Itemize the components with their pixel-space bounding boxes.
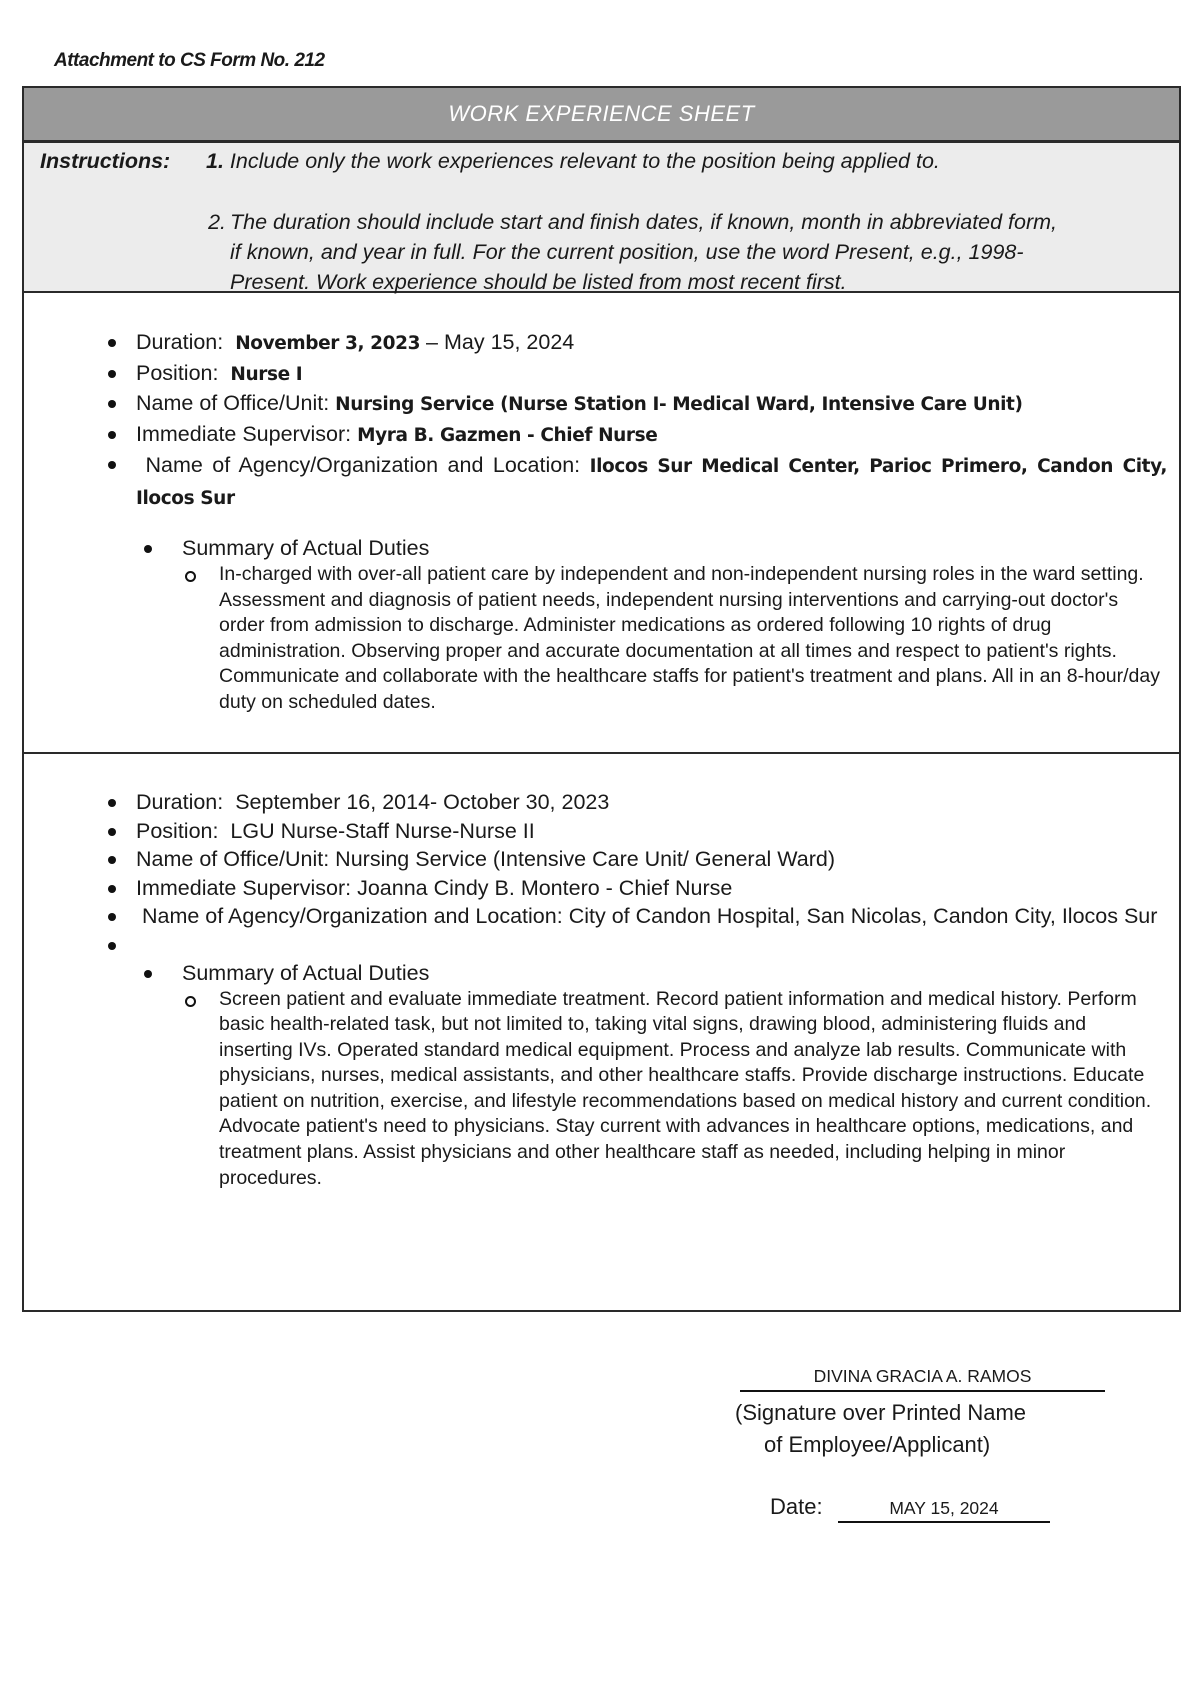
position-label: Position:: [136, 818, 219, 843]
instruction-1-text: Include only the work experiences relevant to the position being applied to.: [229, 149, 940, 173]
bullet-icon: [108, 913, 116, 921]
entry-1-duration: [24, 328, 1179, 359]
bullet-icon: [108, 400, 116, 408]
supervisor-value: Joanna Cindy B. Montero - Chief Nurse: [357, 875, 733, 900]
entry-2-supervisor: [24, 874, 1179, 903]
agency-label: Name of Agency/Organization and Location:: [145, 453, 581, 477]
instruction-item-1: [206, 149, 1166, 174]
summary-label: Summary of Actual Duties: [182, 536, 430, 560]
entry-1-agency: [24, 450, 1179, 514]
summary-label: Summary of Actual Duties: [182, 960, 430, 985]
bullet-icon: [108, 431, 116, 439]
bullet-icon: [108, 461, 116, 469]
bullet-icon: [108, 856, 116, 864]
bullet-icon: [108, 828, 116, 836]
entry-divider: [24, 752, 1179, 754]
instruction-2-line3: Present. Work experience should be listed from most recent first.: [230, 270, 847, 294]
sheet-title: WORK EXPERIENCE SHEET: [24, 88, 1179, 143]
bullet-icon: [108, 339, 116, 347]
office-value: Nursing Service (Nurse Station I- Medical Ward, Intensive Care Unit): [335, 394, 1023, 415]
duration-end: – May 15, 2024: [420, 330, 575, 354]
date-value: MAY 15, 2024: [838, 1498, 1050, 1523]
entry-2-summary-heading: [24, 959, 1179, 987]
entry-2-office: [24, 845, 1179, 874]
bullet-icon: [108, 370, 116, 378]
bullet-icon: [144, 545, 152, 553]
entry-2-empty-item: [24, 931, 1179, 959]
agency-label: Name of Agency/Organization and Location:: [141, 904, 563, 928]
applicant-name: DIVINA GRACIA A. RAMOS: [740, 1366, 1105, 1392]
duties-text: Screen patient and evaluate immediate treatment. Record patient information and medical history. Perform basic health-related task, but not limited to, taking vital signs, drawing blood, administering fluids and inserting IVs. Operated standard medical equipment. Process and analyze lab results. Communicate with physicians, nurses, medical assistants, and other healthcare staffs. Provide discharge instructions. Educate patient on nutrition, exercise, and lifestyle recommendations based on medical history and current condition. Advocate patient's need to physicians. Stay current with advances in healthcare options, medications, and treatment plans. Assist physicians and other healthcare staff as needed, including helping in minor procedures.: [219, 987, 1152, 1189]
supervisor-value: Myra B. Gazmen - Chief Nurse: [357, 424, 658, 446]
instruction-1-number: 1.: [206, 149, 224, 173]
instructions-label: Instructions:: [40, 149, 171, 173]
circle-bullet-icon: [185, 996, 196, 1007]
experience-entry-1: [24, 328, 1179, 716]
duration-label: Duration:: [136, 330, 224, 354]
entry-2-position: [24, 817, 1179, 846]
bullet-icon: [108, 885, 116, 893]
entry-1-position: [24, 359, 1179, 390]
instructions-block: [24, 143, 1179, 293]
circle-bullet-icon: [185, 571, 196, 582]
instruction-2-line2: if known, and year in full. For the current position, use the word Present, e.g., 1998-: [230, 240, 1024, 264]
duties-text: In-charged with over-all patient care by independent and non-independent nursing roles in the ward setting. Assessment and diagnosis of patient needs, independent nursing interventions and carrying-out doctor's order from admission to discharge. Administer medications as ordered following 10 rights of drug administration. Observing proper and accurate documentation at all times and respect to patient's rights. Communicate and collaborate with the healthcare staffs for patient's treatment and plans. All in an 8-hour/day duty on scheduled dates.: [219, 563, 1160, 713]
position-value: LGU Nurse-Staff Nurse-Nurse II: [230, 818, 535, 843]
duration-label: Duration:: [136, 790, 224, 814]
attachment-label: Attachment to CS Form No. 212: [54, 50, 325, 71]
bullet-icon: [108, 799, 116, 807]
entry-2-agency: [24, 902, 1179, 931]
office-label: Name of Office/Unit:: [136, 847, 330, 871]
entry-1-supervisor: [24, 420, 1179, 451]
instruction-2-number: 2.: [208, 210, 226, 234]
duration-start: November 3, 2023: [235, 333, 421, 354]
duration-value: September 16, 2014- October 30, 2023: [235, 790, 610, 814]
bullet-icon: [144, 970, 152, 978]
position-label: Position:: [136, 360, 219, 385]
entry-1-office: [24, 389, 1179, 420]
entry-1-summary-heading: [24, 534, 1179, 562]
date-label: Date:: [770, 1494, 823, 1519]
position-value: Nurse I: [230, 363, 303, 385]
entry-2-duration: [24, 788, 1179, 817]
office-label: Name of Office/Unit:: [136, 391, 330, 415]
instruction-2-line1: The duration should include start and finish dates, if known, month in abbreviated form,: [230, 210, 1058, 234]
entry-1-duties: [24, 562, 1179, 716]
office-value: Nursing Service (Intensive Care Unit/ General Ward): [335, 847, 836, 871]
supervisor-label: Immediate Supervisor:: [136, 875, 352, 900]
agency-value: Ilocos Sur Medical Center, Parioc Primero, Candon City, Ilocos Sur: [136, 456, 1167, 509]
signature-caption-line2: of Employee/Applicant): [764, 1432, 991, 1457]
bullet-icon: [108, 942, 116, 950]
experience-entry-2: [24, 788, 1179, 1191]
agency-value: City of Candon Hospital, San Nicolas, Candon City, Ilocos Sur: [568, 904, 1158, 928]
signature-caption-line1: (Signature over Printed Name: [735, 1400, 1027, 1425]
work-experience-sheet: [22, 86, 1181, 1312]
instruction-item-2: [198, 207, 1164, 297]
supervisor-label: Immediate Supervisor:: [136, 421, 352, 446]
entry-2-duties: [24, 987, 1179, 1192]
